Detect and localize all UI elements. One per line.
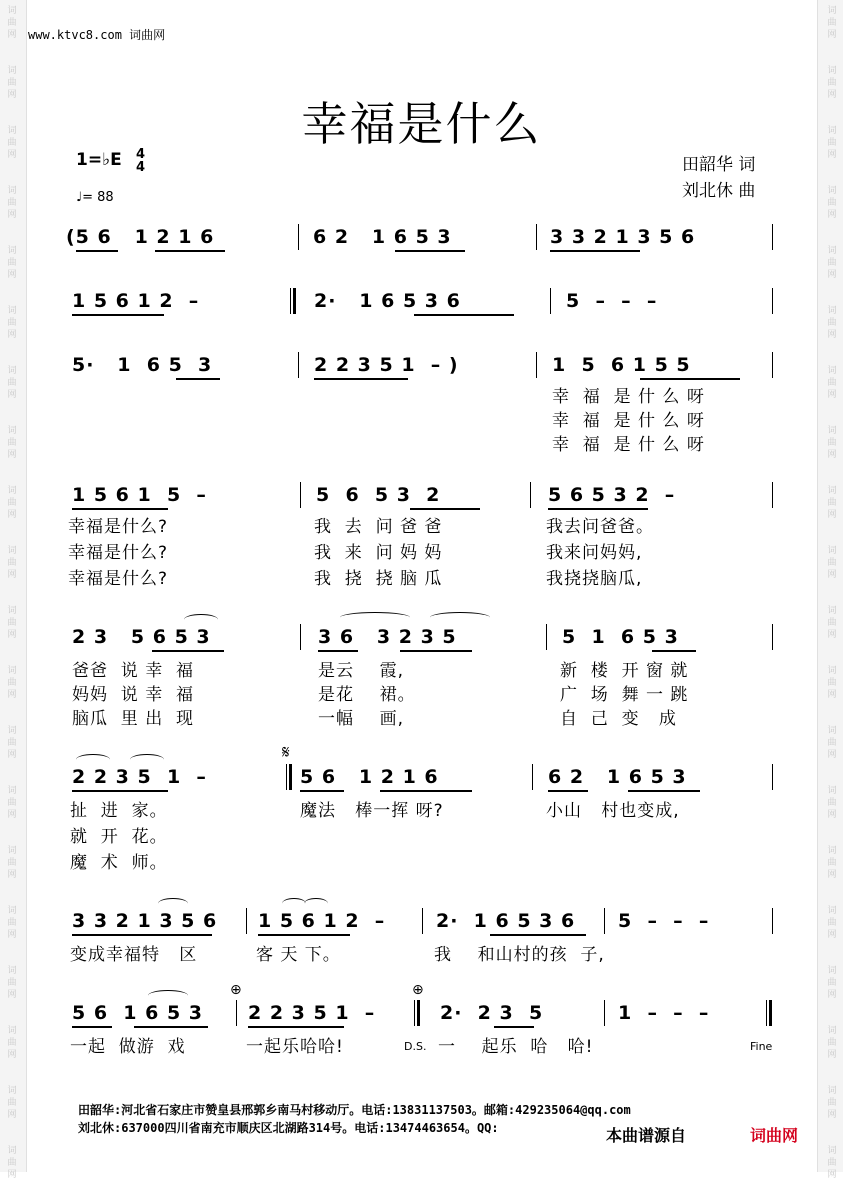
measure-group: 2· 1 6 5 3 6	[314, 290, 461, 312]
beam	[318, 650, 358, 652]
watermark-char: 词	[7, 126, 17, 136]
watermark-char: 网	[827, 630, 837, 640]
watermark-char: 曲	[827, 858, 837, 868]
watermark-char: 词	[7, 606, 17, 616]
barline	[536, 224, 537, 250]
measure-group: 1 5 6 1 5 –	[72, 484, 207, 506]
watermark-char: 曲	[7, 498, 17, 508]
beam	[550, 250, 640, 252]
watermark-char: 网	[7, 570, 17, 580]
watermark-char: 词	[827, 186, 837, 196]
watermark-char: 曲	[7, 978, 17, 988]
measure-group: 2 2 3 5 1 –	[72, 766, 207, 788]
beam	[248, 1026, 344, 1028]
watermark-char: 网	[7, 510, 17, 520]
beam	[640, 378, 740, 380]
barline	[300, 482, 301, 508]
watermark-char: 网	[7, 750, 17, 760]
watermark-char: 网	[7, 150, 17, 160]
slur	[282, 898, 306, 909]
repeat-start-barline	[290, 288, 296, 314]
watermark-char: 词	[7, 366, 17, 376]
measure-group: 1 5 6 1 2 –	[72, 290, 200, 312]
lyric-verse-1: 一起乐哈哈!	[246, 1037, 344, 1057]
measure-group: 5 6 1 2 1 6	[300, 766, 439, 788]
watermark-char: 曲	[827, 918, 837, 928]
slur	[158, 898, 188, 909]
key-label: 1=♭E	[76, 150, 122, 170]
beam	[134, 1026, 208, 1028]
watermark-char: 网	[7, 210, 17, 220]
barline	[530, 482, 531, 508]
watermark-char: 网	[827, 90, 837, 100]
barline	[546, 624, 547, 650]
barline	[772, 288, 773, 314]
watermark-char: 网	[827, 270, 837, 280]
beam	[155, 250, 225, 252]
watermark-char: 曲	[7, 558, 17, 568]
watermark-char: 词	[7, 1026, 17, 1036]
watermark-char: 网	[7, 330, 17, 340]
watermark-char: 网	[827, 450, 837, 460]
watermark-char: 词	[7, 786, 17, 796]
lyric-verse-2: 就 开 花。	[70, 827, 168, 847]
slur	[304, 898, 328, 909]
watermark-char: 曲	[827, 378, 837, 388]
composer-contact: 刘北休:637000四川省南充市顺庆区北湖路314号。电话:13474463654。QQ:	[78, 1121, 499, 1135]
watermark-char: 词	[7, 6, 17, 16]
watermark-char: 网	[827, 1050, 837, 1060]
lyric-verse-3: 自 己 变 成	[560, 709, 677, 729]
lyric-verse-3: 我 挠 挠 脑 瓜	[314, 569, 443, 589]
lyric-verse-1: 爸爸 说 幸 福	[72, 661, 195, 681]
time-bottom: 4	[136, 160, 146, 175]
watermark-char: 网	[7, 1170, 17, 1180]
barline	[604, 1000, 605, 1026]
watermark-char: 词	[7, 426, 17, 436]
watermark-char: 网	[7, 450, 17, 460]
watermark-char: 曲	[7, 78, 17, 88]
measure-group: 1 5 6 1 5 5	[552, 354, 691, 376]
lyric-verse-1: 变成幸福特 区	[70, 945, 198, 965]
watermark-char: 词	[7, 1086, 17, 1096]
beam	[410, 508, 480, 510]
coda-sign: ⊕	[412, 982, 424, 998]
watermark-char: 词	[827, 666, 837, 676]
watermark-char: 曲	[827, 618, 837, 628]
time-signature	[136, 148, 145, 174]
measure-group: 2· 2 3 5	[440, 1002, 544, 1024]
slur	[130, 754, 164, 765]
beam	[258, 934, 350, 936]
beam	[628, 790, 700, 792]
beam	[72, 314, 164, 316]
lyric-verse-1: 幸福是什么?	[68, 517, 169, 537]
lyric-verse-2: 是花 裙。	[318, 685, 416, 705]
watermark-char: 曲	[7, 918, 17, 928]
watermark-char: 网	[827, 210, 837, 220]
beam	[72, 1026, 112, 1028]
watermark-char: 曲	[7, 1098, 17, 1108]
watermark-char: 网	[7, 870, 17, 880]
slur	[430, 612, 490, 623]
watermark-char: 网	[827, 1110, 837, 1120]
watermark-char: 词	[827, 1086, 837, 1096]
watermark-char: 词	[7, 546, 17, 556]
watermark-char: 曲	[827, 498, 837, 508]
watermark-char: 网	[7, 930, 17, 940]
ds-mark: D.S.	[404, 1040, 427, 1053]
barline	[298, 352, 299, 378]
watermark-char: 曲	[7, 318, 17, 328]
watermark-char: 网	[7, 990, 17, 1000]
watermark-char: 网	[827, 810, 837, 820]
watermark-char: 曲	[827, 1158, 837, 1168]
lyric-verse-1: 一起 做游 戏	[70, 1037, 186, 1057]
measure-group: 5 6 5 3 2 –	[548, 484, 676, 506]
watermark-char: 词	[827, 546, 837, 556]
barline	[422, 908, 423, 934]
watermark-char: 网	[827, 990, 837, 1000]
lyric-verse-3: 一幅 画,	[318, 709, 405, 729]
watermark-char: 词	[827, 1026, 837, 1036]
lyric-verse-1: 魔法 棒一挥 呀?	[300, 801, 444, 821]
watermark-char: 网	[827, 1170, 837, 1180]
watermark-char: 网	[827, 390, 837, 400]
source-label: 本曲谱源自	[606, 1126, 687, 1145]
measure-group: 6 2 1 6 5 3	[313, 226, 452, 248]
watermark-char: 网	[7, 390, 17, 400]
watermark-char: 词	[827, 306, 837, 316]
watermark-char: 网	[7, 1050, 17, 1060]
watermark-char: 网	[827, 570, 837, 580]
watermark-char: 网	[7, 690, 17, 700]
watermark-char: 词	[827, 486, 837, 496]
measure-group: 5 6 5 3 2	[316, 484, 441, 506]
lyricist-contact: 田韶华:河北省石家庄市赞皇县邢郭乡南马村移动厅。电话:13831137503。邮箱:429235064@qq.com	[78, 1103, 631, 1117]
barline	[772, 224, 773, 250]
repeat-barline	[286, 764, 292, 790]
watermark-char: 词	[827, 126, 837, 136]
fine-mark: Fine	[750, 1040, 773, 1053]
watermark-char: 网	[827, 510, 837, 520]
beam	[152, 650, 224, 652]
measure-group: 3 3 2 1 3 5 6	[550, 226, 696, 248]
slur	[184, 614, 218, 625]
watermark-char: 曲	[827, 78, 837, 88]
watermark-char: 词	[7, 966, 17, 976]
watermark-char: 词	[7, 1146, 17, 1156]
watermark-char: 词	[827, 906, 837, 916]
watermark-char: 网	[827, 330, 837, 340]
watermark-char: 词	[827, 366, 837, 376]
watermark-char: 词	[7, 66, 17, 76]
lyric-verse-1: 是云 霞,	[318, 661, 405, 681]
watermark-char: 曲	[827, 138, 837, 148]
watermark-char: 曲	[827, 678, 837, 688]
barline	[772, 764, 773, 790]
watermark-char: 曲	[7, 378, 17, 388]
lyric-verse-2: 妈妈 说 幸 福	[72, 685, 195, 705]
tempo-mark: ♩= 88	[76, 190, 114, 205]
watermark-char: 词	[7, 846, 17, 856]
measure-group: 3 3 2 1 3 5 6	[72, 910, 218, 932]
lyric-verse-3: 我挠挠脑瓜,	[546, 569, 643, 589]
barline	[298, 224, 299, 250]
lyric-verse-3: 幸 福 是 什 么 呀	[552, 435, 705, 455]
watermark-char: 曲	[7, 198, 17, 208]
barline	[604, 908, 605, 934]
lyric-verse-1: 客 天 下。	[256, 945, 341, 965]
watermark-char: 词	[7, 246, 17, 256]
measure-group: 3 6 3 2 3 5	[318, 626, 457, 648]
watermark-char: 网	[7, 1110, 17, 1120]
watermark-char: 网	[827, 690, 837, 700]
measure-group: 2 3 5 6 5 3	[72, 626, 211, 648]
watermark-char: 词	[827, 726, 837, 736]
lyric-verse-2: 广 场 舞 一 跳	[560, 685, 689, 705]
watermark-char: 词	[827, 426, 837, 436]
watermark-char: 曲	[7, 1158, 17, 1168]
measure-group: 6 2 1 6 5 3	[548, 766, 687, 788]
measure-group: 1 – – –	[618, 1002, 710, 1024]
measure-group: (5 6 1 2 1 6	[66, 226, 215, 248]
watermark-char: 词	[827, 606, 837, 616]
beam	[314, 378, 408, 380]
watermark-char: 网	[7, 270, 17, 280]
site-url[interactable]: www.ktvc8.com 词曲网	[28, 28, 166, 42]
lyric-verse-2: 幸 福 是 什 么 呀	[552, 411, 705, 431]
watermark-char: 词	[7, 486, 17, 496]
lyric-verse-3: 幸福是什么?	[68, 569, 169, 589]
watermark-char: 曲	[7, 258, 17, 268]
lyric-verse-1: 我 去 问 爸 爸	[314, 517, 443, 537]
lyric-verse-3: 脑瓜 里 出 现	[72, 709, 195, 729]
beam	[72, 790, 168, 792]
beam	[400, 650, 472, 652]
lyric-verse-1: 扯 进 家。	[70, 801, 168, 821]
lyric-verse-1: 一 起乐 哈 哈!	[438, 1037, 594, 1057]
watermark-char: 曲	[827, 1098, 837, 1108]
measure-group: 2· 1 6 5 3 6	[436, 910, 576, 932]
watermark-char: 网	[7, 630, 17, 640]
brand-logo-text[interactable]: 词曲网	[750, 1126, 799, 1145]
measure-group: 5· 1 6 5 3	[72, 354, 213, 376]
watermark-char: 曲	[7, 618, 17, 628]
watermark-char: 词	[7, 726, 17, 736]
beam	[176, 378, 220, 380]
final-barline	[766, 1000, 772, 1026]
coda-sign: ⊕	[230, 982, 242, 998]
slur	[76, 754, 110, 765]
lyric-verse-3: 魔 术 师。	[70, 853, 168, 873]
watermark-char: 网	[827, 750, 837, 760]
beam	[548, 508, 648, 510]
measure-group: 5 – – –	[618, 910, 710, 932]
beam	[414, 314, 514, 316]
beam	[380, 790, 472, 792]
slur	[148, 990, 188, 1001]
measure-group: 2 2 3 5 1 – )	[314, 354, 459, 376]
barline	[532, 764, 533, 790]
watermark-char: 曲	[7, 18, 17, 28]
watermark-char: 网	[827, 930, 837, 940]
watermark-char: 曲	[7, 678, 17, 688]
barline	[772, 624, 773, 650]
double-barline	[414, 1000, 420, 1026]
time-top: 4	[136, 147, 146, 162]
barline	[550, 288, 551, 314]
beam	[395, 250, 465, 252]
watermark-char: 网	[7, 810, 17, 820]
beam	[494, 1026, 534, 1028]
measure-group: 2 2 3 5 1 –	[248, 1002, 376, 1024]
watermark-char: 曲	[7, 738, 17, 748]
watermark-char: 词	[827, 966, 837, 976]
watermark-char: 词	[7, 666, 17, 676]
watermark-char: 曲	[827, 438, 837, 448]
watermark-char: 曲	[827, 558, 837, 568]
watermark-char: 词	[827, 786, 837, 796]
beam	[548, 790, 588, 792]
measure-group: 5 1 6 5 3	[562, 626, 679, 648]
watermark-char: 词	[827, 246, 837, 256]
lyric-verse-1: 我去问爸爸。	[546, 517, 654, 537]
barline	[772, 352, 773, 378]
barline	[246, 908, 247, 934]
watermark-char: 词	[7, 306, 17, 316]
watermark-char: 曲	[7, 798, 17, 808]
barline	[536, 352, 537, 378]
watermark-char: 曲	[827, 978, 837, 988]
watermark-char: 词	[827, 1146, 837, 1156]
slur	[340, 612, 410, 623]
watermark-char: 词	[827, 846, 837, 856]
watermark-char: 曲	[827, 738, 837, 748]
watermark-char: 曲	[7, 1038, 17, 1048]
beam	[652, 650, 696, 652]
beam	[72, 508, 168, 510]
lyric-verse-2: 我来问妈妈,	[546, 543, 643, 563]
lyric-verse-1: 新 楼 开 窗 就	[560, 661, 689, 681]
barline	[236, 1000, 237, 1026]
watermark-char: 网	[827, 870, 837, 880]
beam	[72, 934, 212, 936]
beam	[300, 790, 344, 792]
measure-group: 5 – – –	[566, 290, 658, 312]
watermark-char: 网	[7, 90, 17, 100]
segno-sign: 𝄋	[282, 742, 290, 763]
barline	[772, 482, 773, 508]
lyric-verse-1: 小山 村也变成,	[546, 801, 680, 821]
beam	[490, 934, 586, 936]
watermark-char: 词	[7, 906, 17, 916]
barline	[772, 908, 773, 934]
watermark-char: 词	[827, 66, 837, 76]
measure-group: 5 6 1 6 5 3	[72, 1002, 204, 1024]
watermark-char: 曲	[827, 798, 837, 808]
watermark-char: 网	[7, 30, 17, 40]
watermark-char: 曲	[7, 138, 17, 148]
watermark-char: 词	[827, 6, 837, 16]
watermark-char: 曲	[7, 858, 17, 868]
composer-credit: 刘北休 曲	[682, 181, 756, 201]
beam	[76, 250, 118, 252]
lyricist-credit: 田韶华 词	[682, 155, 756, 175]
barline	[300, 624, 301, 650]
watermark-char: 曲	[827, 318, 837, 328]
lyric-verse-2: 我 来 问 妈 妈	[314, 543, 443, 563]
watermark-char: 曲	[827, 18, 837, 28]
song-title: 幸福是什么	[301, 97, 542, 151]
lyric-verse-1: 幸 福 是 什 么 呀	[552, 387, 705, 407]
key-signature	[76, 147, 146, 175]
watermark-char: 网	[827, 150, 837, 160]
lyric-verse-2: 幸福是什么?	[68, 543, 169, 563]
measure-group: 1 5 6 1 2 –	[258, 910, 386, 932]
watermark-char: 曲	[7, 438, 17, 448]
watermark-char: 曲	[827, 198, 837, 208]
watermark-char: 词	[7, 186, 17, 196]
lyric-verse-1: 我 和山村的孩 子,	[434, 945, 605, 965]
watermark-char: 曲	[827, 1038, 837, 1048]
watermark-char: 网	[827, 30, 837, 40]
watermark-char: 曲	[827, 258, 837, 268]
